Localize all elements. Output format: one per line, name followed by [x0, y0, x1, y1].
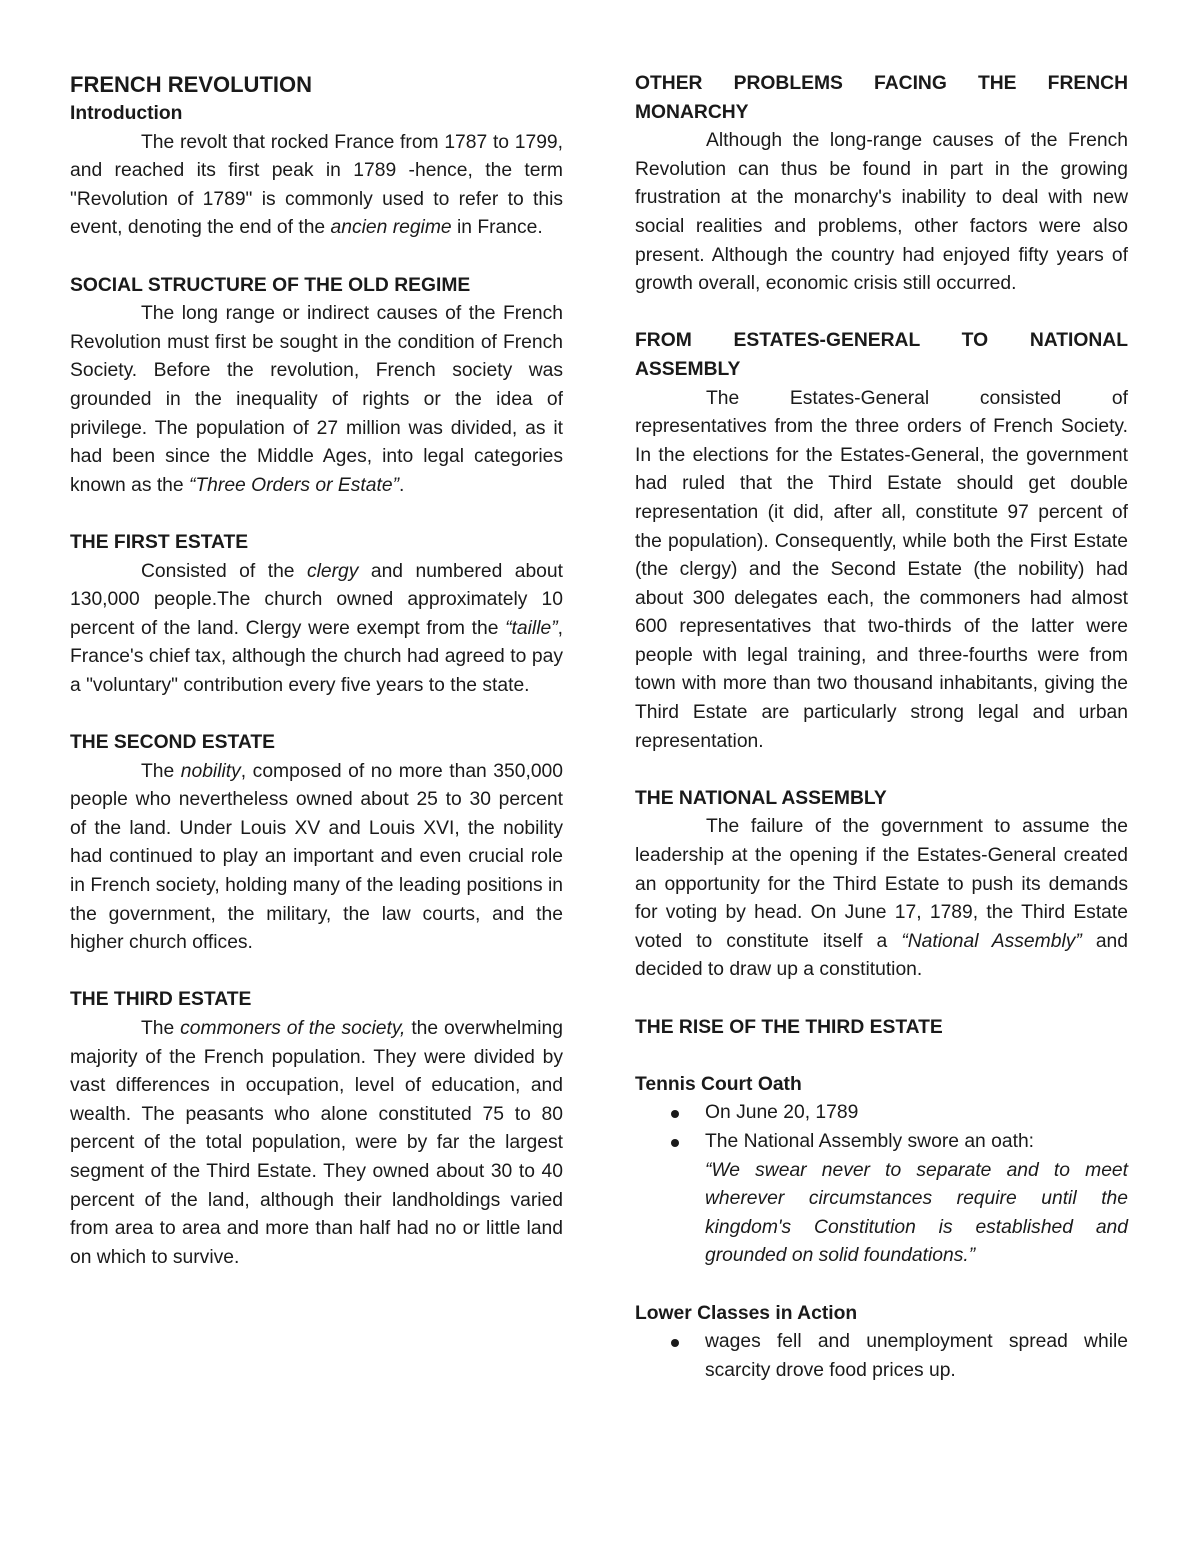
list-item	[635, 1328, 1128, 1385]
second-text-2: , composed of no more than 350,000 people who nevertheless owned about 25 to 30 percent of the land. Under Louis XV and Louis XVI, the nobility had continued to play an important and even crucial role in French society, holding many of the leading positions in the government, the military, the law courts, and the higher church offices.	[70, 760, 563, 954]
third-text-1: The	[141, 1018, 181, 1039]
social-text-1: The long range or indirect causes of the French Revolution must first be sought in the condition of French Society. Before the revolution, French society was grounded in the inequality of rights or the idea of privilege. The population of 27 million was divided, as it had been since the Middle Ages, into legal categories known as the	[70, 303, 563, 496]
national-text-1: The failure of the government to assume the leadership at the opening if the Estates-General created an opportunity for the Third Estate to push its demands for voting by head. On June 17, 1789, the Third Estate voted to constitute itself a	[635, 816, 1128, 952]
bullet-icon	[671, 1110, 679, 1118]
bullet-icon	[671, 1139, 679, 1147]
first-emphasis-1: clergy	[306, 560, 359, 582]
national-assembly-heading: THE NATIONAL ASSEMBLY	[635, 787, 887, 809]
intro-heading: Introduction	[70, 103, 183, 124]
tennis-court-oath-list	[635, 1099, 1128, 1271]
intro-text-1: The revolt that rocked France from 1787 to 1799, and reached its first peak in 1789 -hence, the term "Revolution of 1789" is commonly used to refer to this event, denoting the end of the	[70, 131, 563, 239]
third-text-2: the overwhelming majority of the French population. They were divided by vast differences in occupation, level of education, and wealth. The peasants who alone constituted 75 to 80 percent of the total population, were by far the largest segment of the Third Estate. They owned about 30 to 40 percent of the land, although their landholdings varied from area to area and more than half had no or little land on which to survive.	[70, 1018, 563, 1268]
first-estate-paragraph	[70, 558, 563, 701]
other-problems-heading-line2: MONARCHY	[635, 101, 749, 123]
intro-paragraph	[70, 129, 563, 243]
national-text-2: and decided to draw up a constitution.	[635, 930, 1128, 981]
other-problems-paragraph: Although the long-range causes of the French Revolution can thus be found in part in the growing frustration at the monarchy's inability to deal with new social realities and problems, other factors were also present. Although the country had enjoyed fifty years of growth overall, economic crisis still occurred.	[635, 130, 1128, 295]
social-emphasis: “Three Orders or Estate”	[188, 474, 399, 496]
third-estate-paragraph	[70, 1015, 563, 1272]
list-item-text: wages fell and unemployment spread while scarcity drove food prices up.	[705, 1331, 1128, 1381]
document-title: FRENCH REVOLUTION	[70, 72, 312, 97]
second-emphasis: nobility	[180, 760, 241, 782]
first-text-1: Consisted of the	[141, 560, 307, 582]
right-column	[635, 70, 1128, 1385]
second-estate-heading: THE SECOND ESTATE	[70, 732, 275, 754]
first-text-3: , France's chief tax, although the church had agreed to pay a "voluntary" contribution every five years to the state.	[70, 617, 563, 696]
intro-text-2: in France.	[451, 217, 543, 239]
list-item	[635, 1128, 1128, 1271]
social-structure-paragraph	[70, 300, 563, 500]
tennis-court-oath-heading: Tennis Court Oath	[635, 1073, 802, 1095]
third-emphasis: commoners of the society,	[180, 1018, 406, 1039]
bullet-icon	[671, 1339, 679, 1347]
estates-general-paragraph: The Estates-General consisted of representatives from the three orders of French Society. In the elections for the Estates-General, the government had ruled that the Third Estate should get double representation (it did, after all, constitute 97 percent of the population). Consequently, while both the First Estate (the clergy) and the Second Estate (the nobility) had about 300 delegates each, the commoners had almost 600 representatives that two-thirds of the latter were people with legal training, and three-fourths were from town with more than two thousand inhabitants, giving the Third Estate are particularly strong legal and urban representation.	[635, 387, 1128, 752]
first-text-2: and numbered about 130,000 people.The church owned approximately 10 percent of the land. Clergy were exempt from the	[70, 560, 563, 639]
lower-classes-heading: Lower Classes in Action	[635, 1302, 858, 1324]
rise-third-estate-heading: THE RISE OF THE THIRD ESTATE	[635, 1016, 943, 1038]
first-emphasis-2: “taille”	[505, 617, 558, 639]
second-text-1: The	[141, 760, 181, 782]
social-text-2: .	[399, 474, 405, 496]
national-assembly-paragraph	[635, 813, 1128, 985]
lower-classes-list	[635, 1328, 1128, 1385]
other-problems-heading-line1: OTHER PROBLEMS FACING THE FRENCH	[635, 73, 1128, 94]
intro-emphasis: ancien regime	[330, 217, 452, 239]
left-column	[70, 70, 563, 1272]
social-structure-heading: SOCIAL STRUCTURE OF THE OLD REGIME	[70, 274, 471, 296]
first-estate-heading: THE FIRST ESTATE	[70, 531, 249, 553]
list-item-text: On June 20, 1789	[705, 1102, 859, 1124]
second-estate-paragraph	[70, 758, 563, 958]
estates-general-heading-line2: ASSEMBLY	[635, 358, 741, 380]
oath-quote: “We swear never to separate and to meet wherever circumstances require until the kingdom's Constitution is established and grounded on solid foundations.”	[705, 1159, 1128, 1267]
list-item	[635, 1099, 1128, 1128]
national-emphasis: “National Assembly”	[901, 930, 1082, 952]
list-item-text: The National Assembly swore an oath:	[705, 1130, 1035, 1152]
third-estate-heading: THE THIRD ESTATE	[70, 989, 252, 1011]
estates-general-heading-line1: FROM ESTATES-GENERAL TO NATIONAL	[635, 330, 1128, 352]
